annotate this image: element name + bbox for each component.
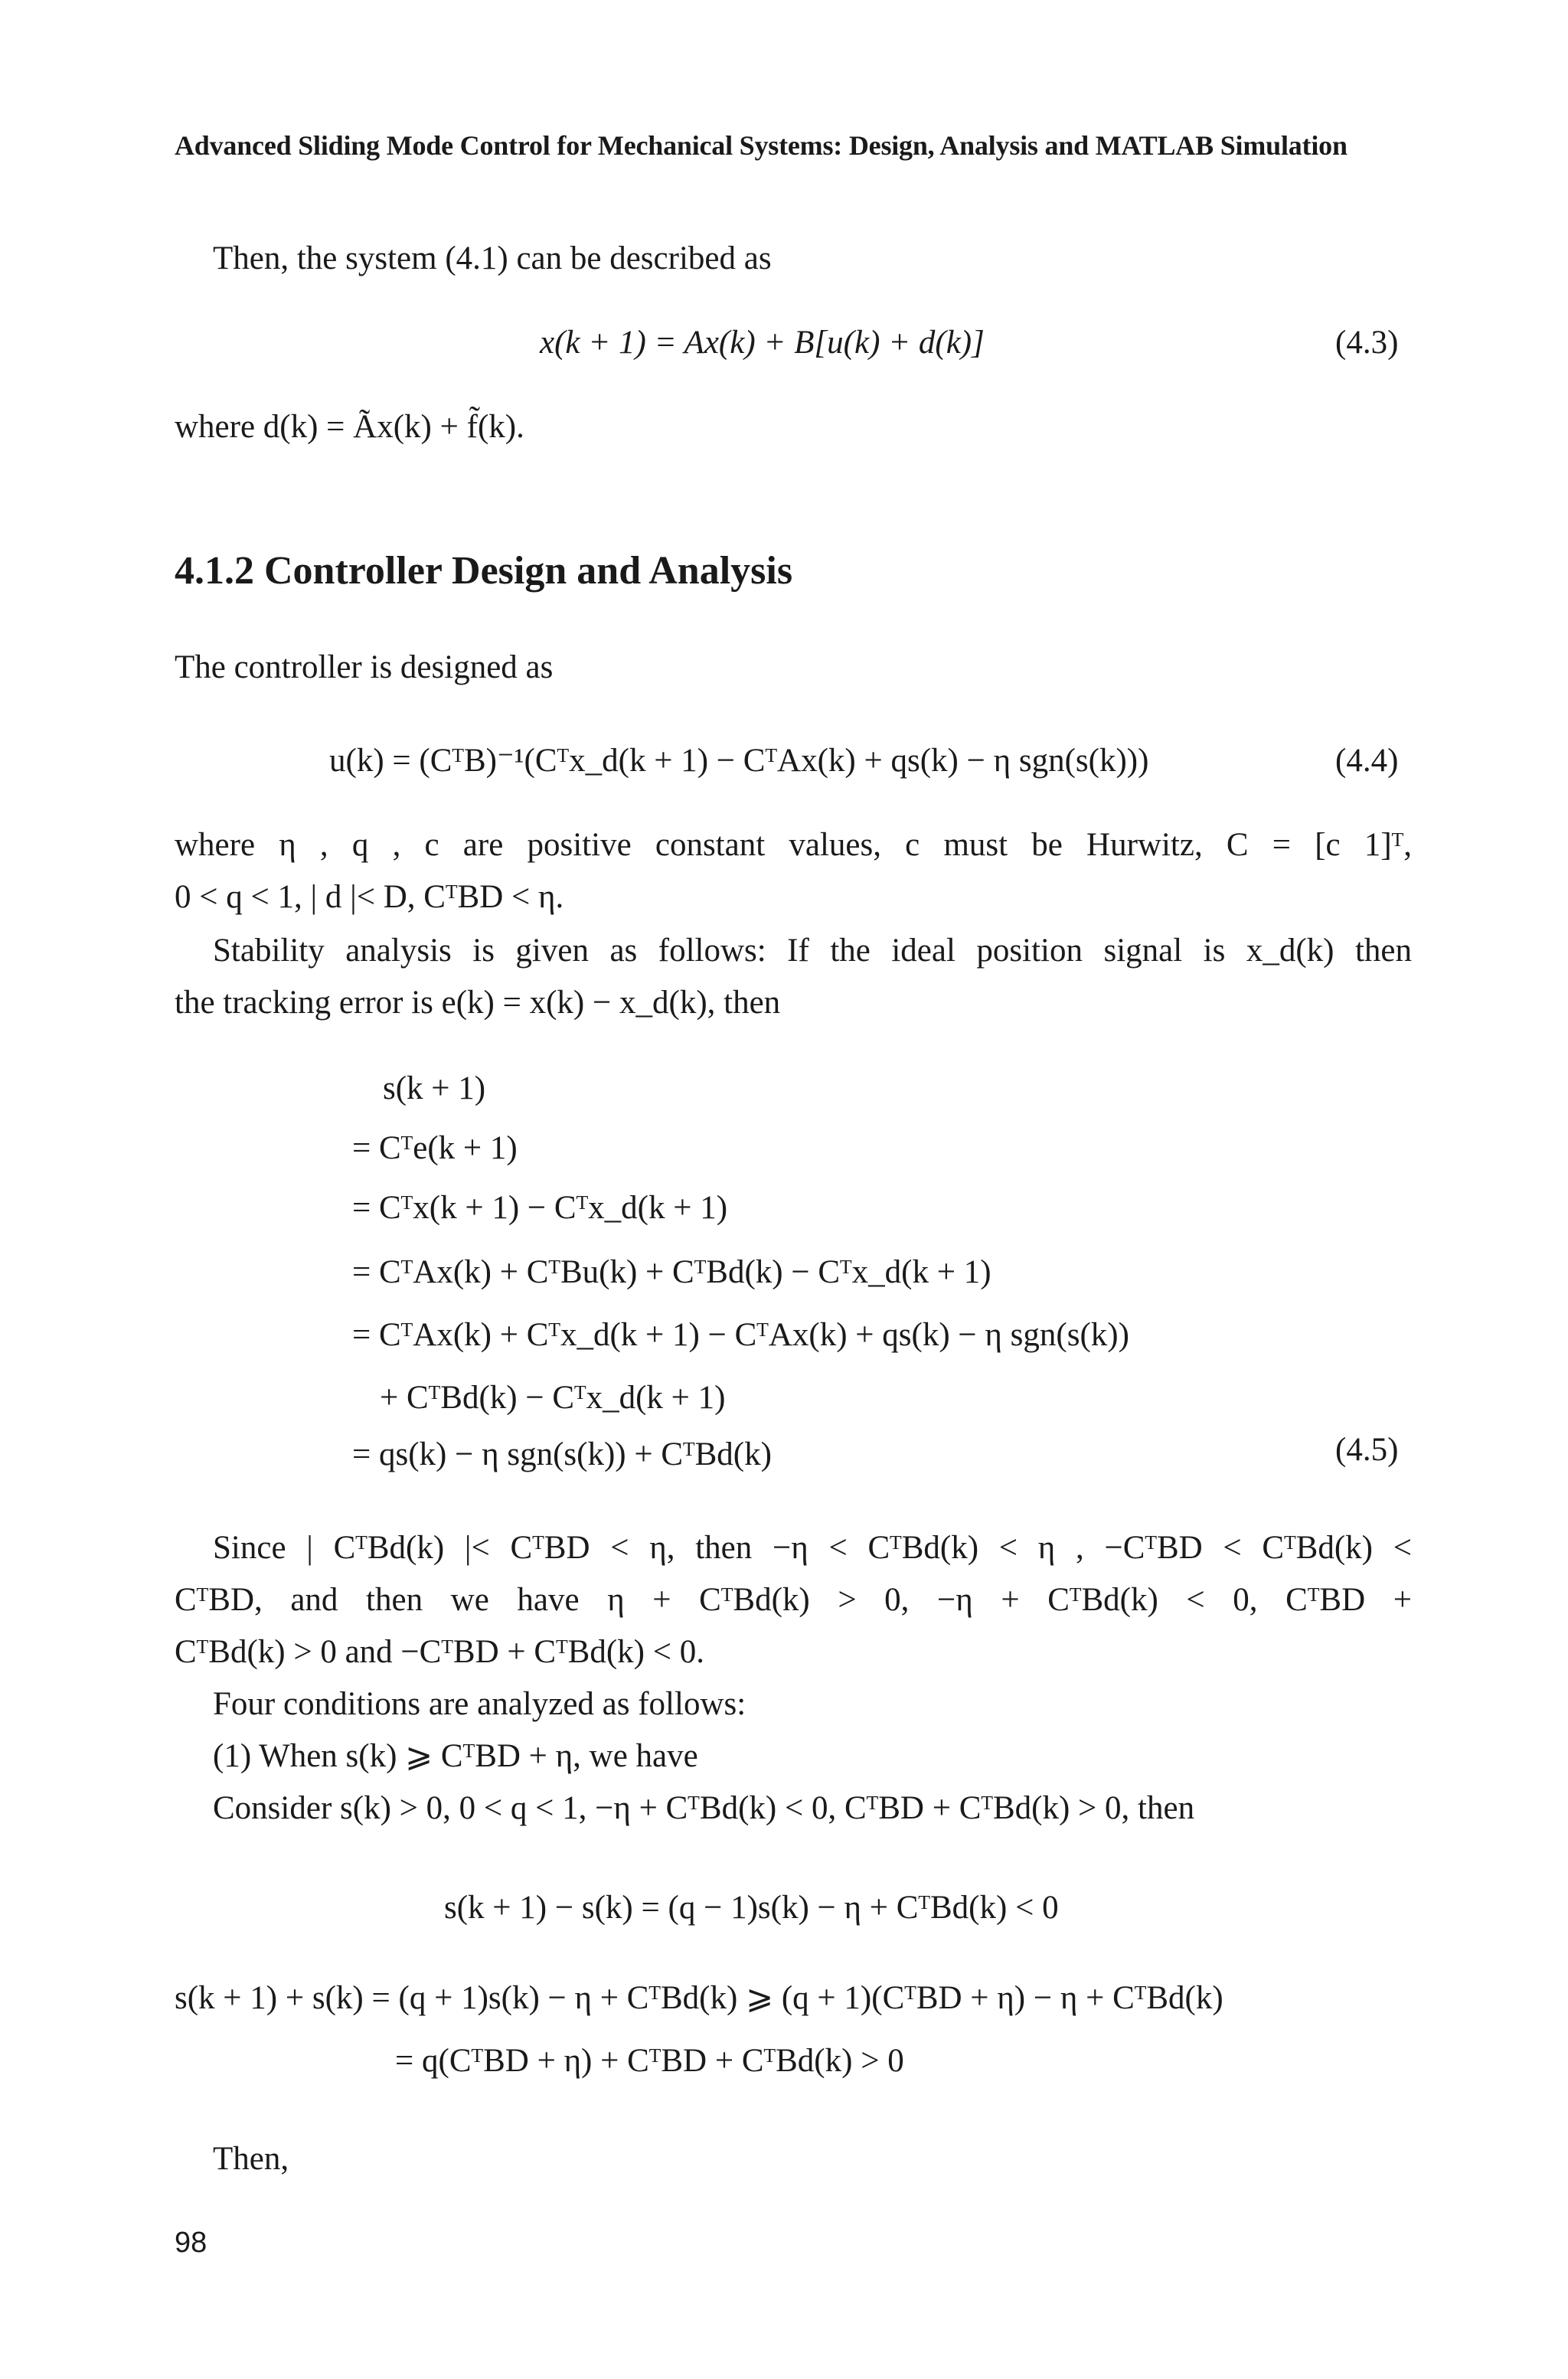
paragraph-controller-designed: The controller is designed as <box>175 649 554 685</box>
equation-number-4-4: (4.4) <box>1335 743 1399 779</box>
since-line-1: Since | CᵀBd(k) |< CᵀBD < η, then −η < CᵀBd(k) < η , −CᵀBD < CᵀBd(k) < <box>213 1530 1412 1566</box>
equation-4-5-line-7: = qs(k) − η sgn(s(k)) + CᵀBd(k) <box>352 1436 772 1472</box>
equation-4-5-line-1: s(k + 1) <box>383 1070 486 1106</box>
where-disturbance-definition: where d(k) = Ãx(k) + f̃(k). <box>175 409 524 445</box>
equation-sum-line-1: s(k + 1) + s(k) = (q + 1)s(k) − η + CᵀBd(k) ⩾ (q + 1)(CᵀBD + η) − η + CᵀBd(k) <box>175 1980 1223 2016</box>
stability-analysis-line-1: Stability analysis is given as follows: If the ideal position signal is x_d(k) then <box>213 933 1412 969</box>
equation-4-5-line-3: = Cᵀx(k + 1) − Cᵀx_d(k + 1) <box>352 1190 728 1226</box>
equation-number-4-3: (4.3) <box>1335 325 1399 361</box>
page-number: 98 <box>175 2227 207 2259</box>
running-header: Advanced Sliding Mode Control for Mechanical Systems: Design, Analysis and MATLAB Simulation <box>175 130 1348 161</box>
consider-line: Consider s(k) > 0, 0 < q < 1, −η + CᵀBd(k) < 0, CᵀBD + CᵀBd(k) > 0, then <box>213 1790 1195 1826</box>
then-final: Then, <box>213 2141 289 2177</box>
equation-number-4-5: (4.5) <box>1335 1432 1399 1468</box>
since-line-3: CᵀBd(k) > 0 and −CᵀBD + CᵀBd(k) < 0. <box>175 1634 704 1670</box>
stability-analysis-line-2: the tracking error is e(k) = x(k) − x_d(k), then <box>175 985 781 1021</box>
equation-difference: s(k + 1) − s(k) = (q − 1)s(k) − η + CᵀBd(k) < 0 <box>444 1890 1059 1926</box>
equation-4-5-line-4: = CᵀAx(k) + CᵀBu(k) + CᵀBd(k) − Cᵀx_d(k + 1) <box>352 1254 991 1290</box>
condition-1: (1) When s(k) ⩾ CᵀBD + η, we have <box>213 1738 698 1774</box>
equation-4-4: u(k) = (CᵀB)⁻¹(Cᵀx_d(k + 1) − CᵀAx(k) + qs(k) − η sgn(s(k))) <box>329 743 1149 779</box>
four-conditions-intro: Four conditions are analyzed as follows: <box>213 1686 746 1722</box>
paragraph-then-system: Then, the system (4.1) can be described as <box>213 240 772 276</box>
section-heading: 4.1.2 Controller Design and Analysis <box>175 549 793 593</box>
equation-4-3: x(k + 1) = Ax(k) + B[u(k) + d(k)] <box>540 325 985 361</box>
where-parameters-line-2: 0 < q < 1, | d |< D, CᵀBD < η. <box>175 879 564 915</box>
where-parameters-line-1: where η , q , c are positive constant values, c must be Hurwitz, C = [c 1]ᵀ, <box>175 827 1412 863</box>
equation-4-5-line-5: = CᵀAx(k) + Cᵀx_d(k + 1) − CᵀAx(k) + qs(k) − η sgn(s(k)) <box>352 1317 1129 1353</box>
equation-4-5-line-6: + CᵀBd(k) − Cᵀx_d(k + 1) <box>380 1380 726 1416</box>
since-line-2: CᵀBD, and then we have η + CᵀBd(k) > 0, −η + CᵀBd(k) < 0, CᵀBD + <box>175 1582 1412 1618</box>
equation-sum-line-2: = q(CᵀBD + η) + CᵀBD + CᵀBd(k) > 0 <box>395 2043 904 2079</box>
equation-4-5-line-2: = Cᵀe(k + 1) <box>352 1130 518 1166</box>
